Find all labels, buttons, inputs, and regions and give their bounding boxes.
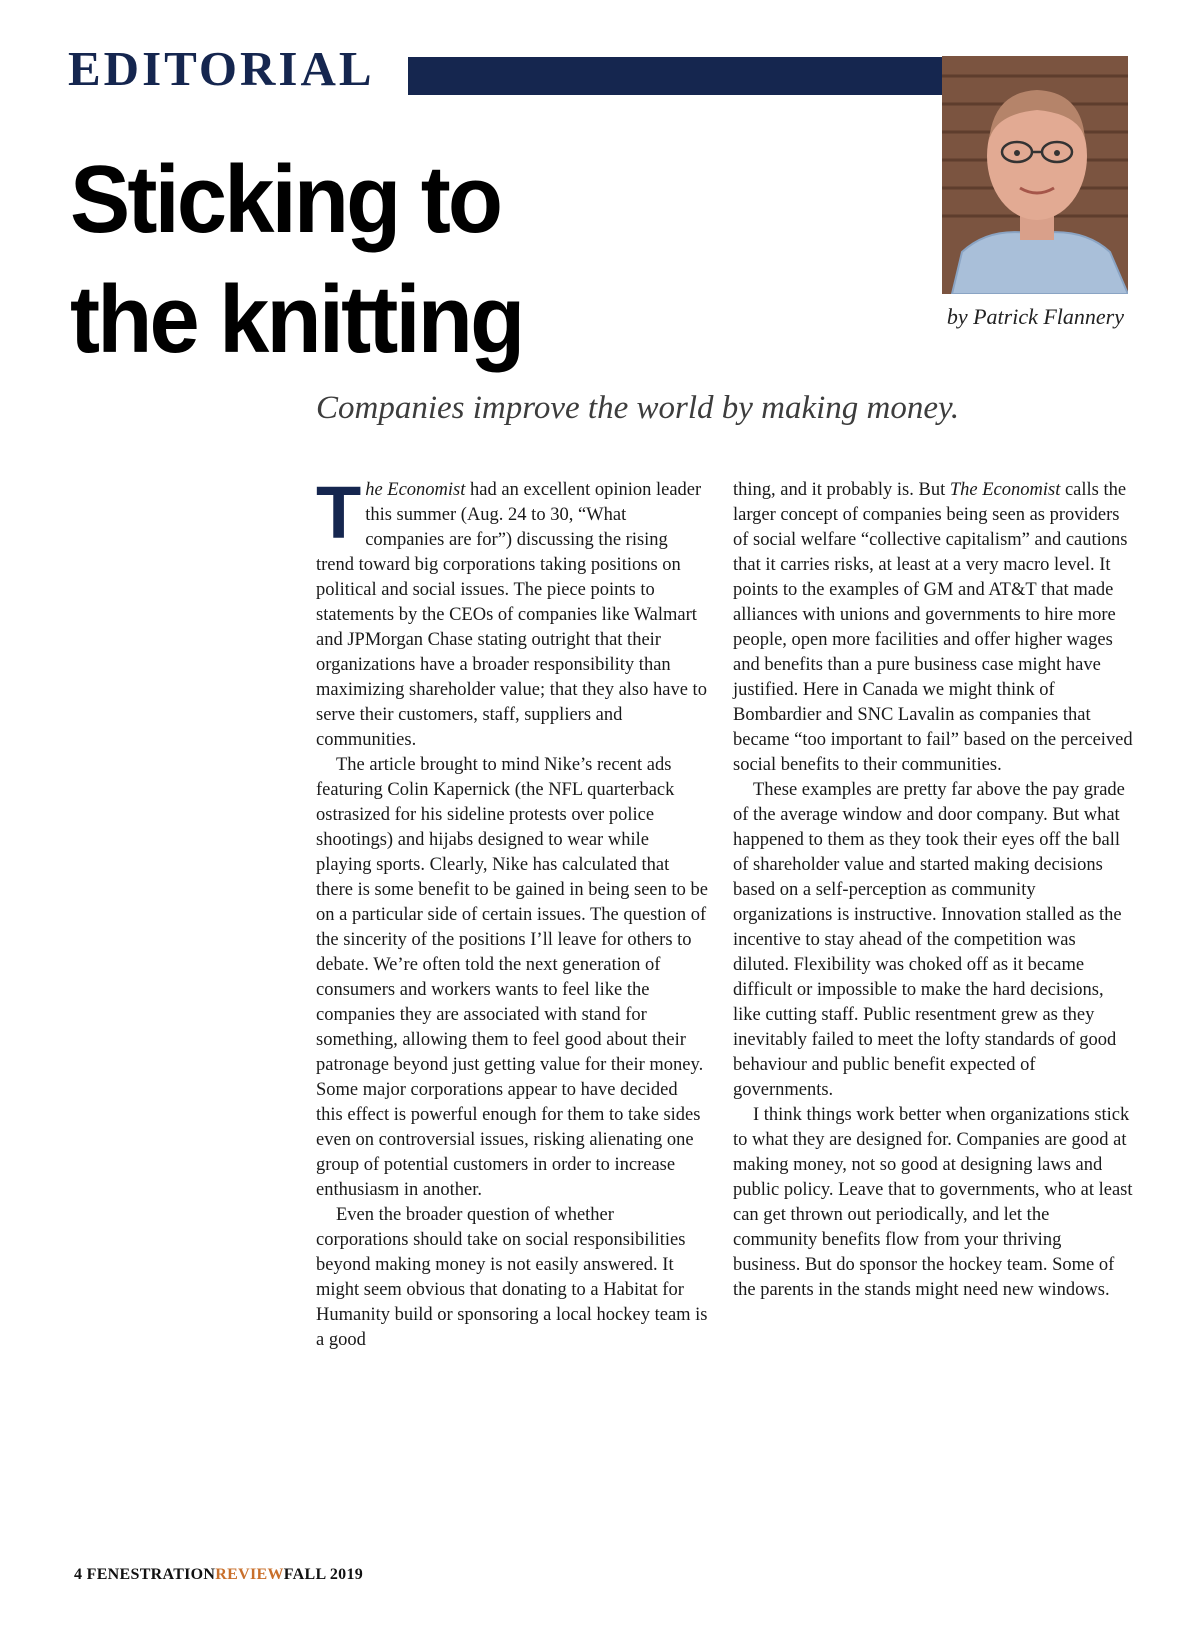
paragraph-3: Even the broader question of whether corporations should take on social responsibilities beyond making money is not easily answered. It might seem obvious that donating to a Habitat for Humanity build or sponsoring a local hockey team is a good bbox=[316, 1205, 708, 1350]
author-photo bbox=[942, 56, 1128, 294]
article-column-left bbox=[316, 471, 708, 1353]
magazine-name bbox=[87, 1566, 284, 1583]
magazine-name-part-1: FENESTRATION bbox=[86, 1566, 216, 1583]
page-number: 4 bbox=[74, 1566, 83, 1583]
page-footer bbox=[74, 1566, 363, 1584]
headline-line-1: Sticking to bbox=[70, 146, 501, 253]
paragraph-4: These examples are pretty far above the pay grade of the average window and door company. But what happened to them as they took their eyes off the ball of shareholder value and started making decisions based on a self-perception as community organizations is instructive. Innovation stalled as the incentive to stay ahead of the competition was diluted. Flexibility was choked off as it became difficult or impossible to make the hard decisions, like cutting staff. Public resentment grew as they inevitably failed to meet the lofty standards of good behaviour and public benefit expected of governments. bbox=[733, 780, 1125, 1100]
publication-name: The Economist bbox=[949, 480, 1061, 500]
paragraph-3-continued-text-a: thing, and it probably is. But bbox=[733, 480, 950, 500]
magazine-name-part-2: REVIEW bbox=[215, 1566, 284, 1583]
paragraph-1 bbox=[316, 471, 708, 753]
paragraph-3-continued-text-b: calls the larger concept of companies being seen as providers of social welfare “collective capitalism” and cautions that it carries risks, at least at a very macro level. It points to the examples of GM and AT&T that made alliances with unions and governments to hire more people, open more facilities and offer higher wages and benefits than a pure business case might have justified. Here in Canada we might think of Bombardier and SNC Lavalin as companies that became “too important to fail” based on the perceived social benefits to their communities. bbox=[733, 480, 1133, 775]
publication-name: he Economist bbox=[365, 480, 466, 500]
headline bbox=[70, 140, 522, 380]
section-label: EDITORIAL bbox=[68, 41, 375, 96]
author-portrait-icon bbox=[942, 56, 1128, 294]
article-column-right bbox=[733, 478, 1133, 1303]
paragraph-2: The article brought to mind Nike’s recent ads featuring Colin Kapernick (the NFL quarterback ostrasized for his sideline protests over police shootings) and hijabs designed to wear while playing sports. Clearly, Nike has calculated that there is some benefit to be gained in being seen to be on a particular side of certain issues. The question of the sincerity of the positions I’ll leave for others to debate. We’re often told the next generation of consumers and workers wants to feel like the companies they are associated with stand for something, allowing them to feel good about their patronage beyond just getting value for their money. Some major corporations appear to have decided this effect is powerful enough for them to take sides even on controversial issues, risking alienating one group of potential customers in order to increase enthusiasm in another. bbox=[316, 755, 708, 1200]
paragraph-1-text: had an excellent opinion leader this summer (Aug. 24 to 30, “What companies are for”) discussing the rising trend toward big corporations taking positions on political and social issues. The piece points to statements by the CEOs of companies like Walmart and JPMorgan Chase stating outright that their organizations have a broader responsibility than maximizing shareholder value; that they also have to serve their customers, staff, suppliers and communities. bbox=[316, 480, 707, 750]
section-bar bbox=[408, 57, 942, 95]
drop-cap: T bbox=[316, 471, 362, 554]
paragraph-5: I think things work better when organizations stick to what they are designed for. Companies are good at making money, not so good at designing laws and public policy. Leave that to governments, who at least can get thrown out periodically, and let the community benefits flow from your thriving business. But do sponsor the hockey team. Some of the parents in the stands might need new windows. bbox=[733, 1105, 1133, 1300]
headline-line-2: the knitting bbox=[70, 266, 523, 373]
paragraph-3-continued bbox=[733, 478, 1133, 778]
deck-subtitle: Companies improve the world by making money. bbox=[316, 390, 960, 426]
issue-label: FALL 2019 bbox=[283, 1566, 364, 1583]
byline: by Patrick Flannery bbox=[946, 304, 1124, 329]
